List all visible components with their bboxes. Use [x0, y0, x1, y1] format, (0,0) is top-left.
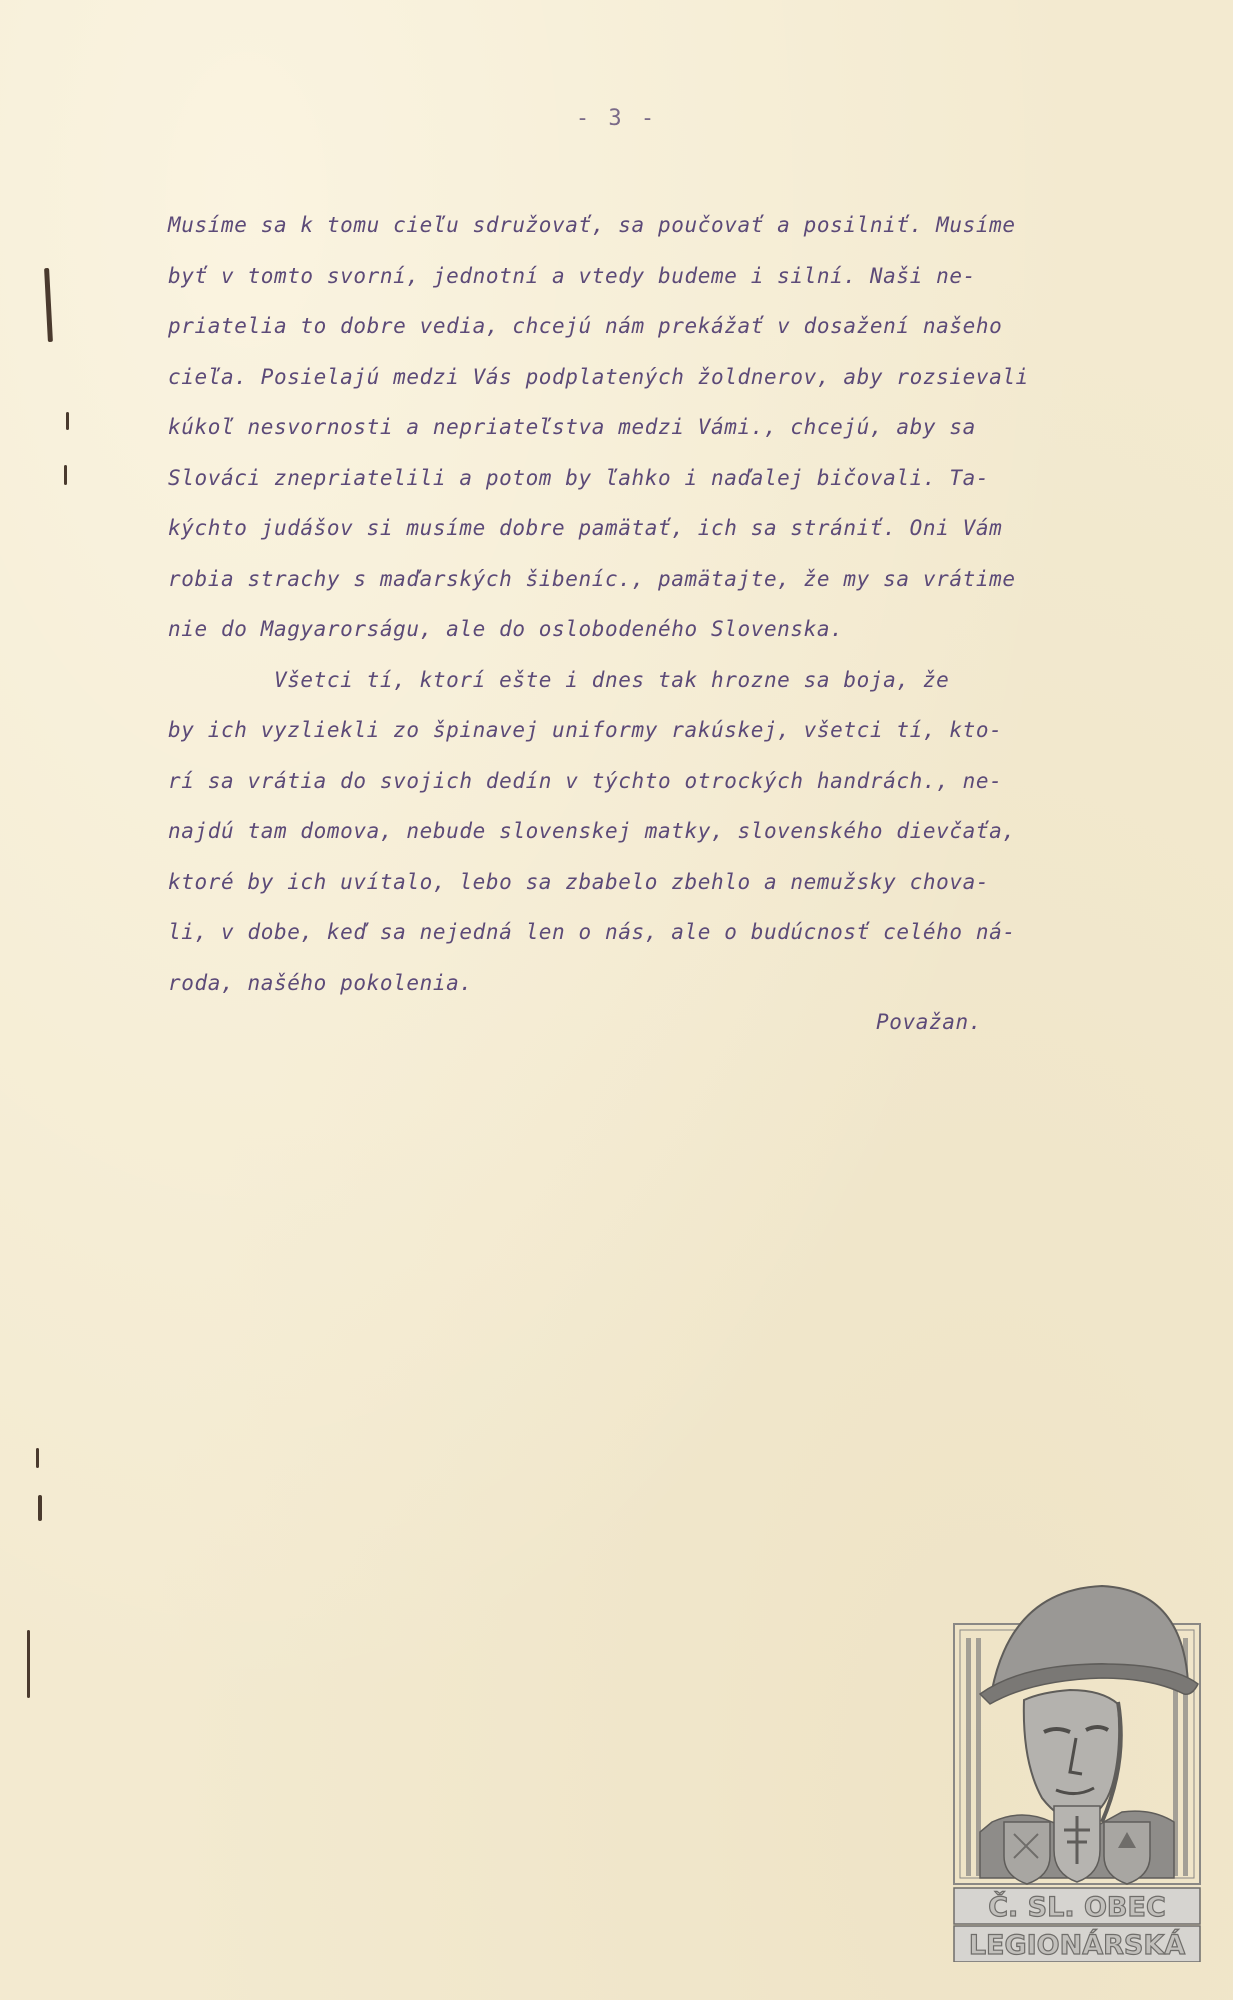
- text-line: ktoré by ich uvítalo, lebo sa zbabelo zbehlo a nemužsky chova-: [168, 869, 990, 894]
- text-line: cieľa. Posielajú medzi Vás podplatených žoldnerov, aby rozsievali: [168, 364, 1029, 389]
- text-line: rí sa vrátia do svojich dedín v týchto otrockých handrách., ne-: [168, 768, 1003, 793]
- margin-mark: [64, 465, 67, 485]
- page-number: - 3 -: [575, 106, 658, 131]
- text-line: li, v dobe, keď sa nejedná len o nás, ale o budúcnosť celého ná-: [168, 920, 1016, 944]
- text-line: najdú tam domova, nebude slovenskej matky, slovenského dievčaťa,: [168, 819, 1016, 843]
- logo-text-line1: Č. SL. OBEC: [988, 1892, 1166, 1923]
- letter-body: [168, 200, 1138, 1008]
- text-line: Musíme sa k tomu cieľu sdružovať, sa poučovať a posilniť. Musíme: [168, 213, 1016, 237]
- margin-mark: [44, 268, 53, 342]
- text-line: nie do Magyarorságu, ale do oslobodeného Slovenska.: [168, 617, 844, 641]
- text-line: Slováci znepriatelili a potom by ľahko i naďalej bičovali. Ta-: [168, 465, 990, 490]
- text-line: kúkoľ nesvornosti a nepriateľstva medzi Vámi., chcejú, aby sa: [168, 415, 976, 439]
- text-line: Všetci tí, ktorí ešte i dnes tak hrozne sa boja, že: [168, 667, 950, 692]
- margin-mark: [38, 1495, 42, 1521]
- text-line: by ich vyzliekli zo špinavej uniformy rakúskej, všetci tí, kto-: [168, 718, 1003, 742]
- logo-text-line2: LEGIONÁRSKÁ: [968, 1930, 1186, 1961]
- text-line: roda, našého pokolenia.: [168, 970, 473, 995]
- text-line: robia strachy s maďarských šibeníc., pamätajte, že my sa vrátime: [168, 566, 1016, 591]
- margin-mark: [27, 1630, 30, 1698]
- legion-logo-icon: [952, 1572, 1202, 1962]
- margin-mark: [66, 412, 69, 430]
- margin-mark: [36, 1448, 39, 1468]
- text-line: byť v tomto svorní, jednotní a vtedy budeme i silní. Naši ne-: [168, 263, 976, 288]
- signature: Považan.: [876, 1010, 982, 1034]
- text-line: priatelia to dobre vedia, chcejú nám prekážať v dosažení našeho: [168, 314, 1003, 338]
- text-line: kýchto judášov si musíme dobre pamätať, ich sa strániť. Oni Vám: [168, 516, 1003, 540]
